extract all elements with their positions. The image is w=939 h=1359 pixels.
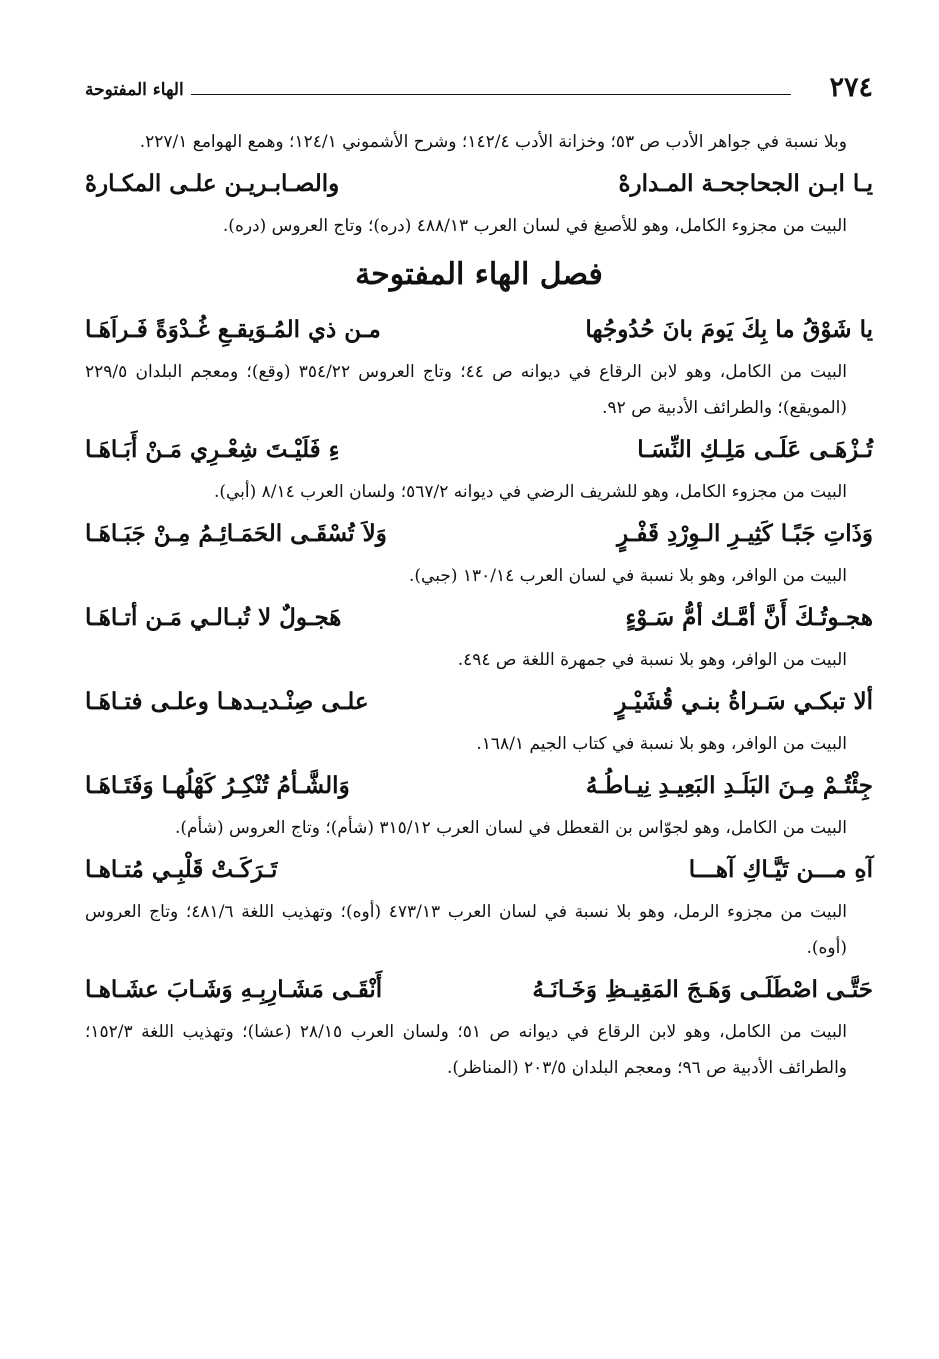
verse-note: البيت من مجزوء الرمل، وهو بلا نسبة في لسان العرب ٤٧٣/١٣ (أوه)؛ وتهذيب اللغة ٤٨١/٦؛ وتاج العروس (أوه).: [85, 902, 847, 958]
running-title: الهاء المفتوحة: [85, 80, 184, 100]
verse-line: [85, 160, 873, 208]
section-title: فصل الهاء المفتوحة: [355, 257, 603, 292]
verse-second-hemistich: أَنْقَـى مَشَـارِبِـهِ وَشَـابَ عشَـاهـا: [85, 976, 383, 1003]
verse-line: [85, 306, 873, 354]
verse-first-hemistich: جِئْتُـمْ مِـنَ البَلَـدِ البَعِيـدِ نِيـاطُـهُ: [585, 772, 873, 799]
verse-first-hemistich: يـا ابـن الجحاجحـة المـدارهْ: [618, 170, 873, 197]
page-header: [85, 70, 873, 106]
intro-footnote: وبلا نسبة في جواهر الأدب ص ٥٣؛ وخزانة الأدب ١٤٢/٤؛ وشرح الأشموني ١٢٤/١؛ وهمع الهوامع ٢٢٧/١.: [139, 132, 847, 152]
verse-first-hemistich: ألا تبكـي سَـراةُ بنـي قُشَيْـرٍ: [615, 688, 873, 715]
verse-first-hemistich: آهِ مـــن تَيَّـاكِ آهـــا: [688, 856, 873, 883]
verse-note: البيت من مجزوء الكامل، وهو للشريف الرضي في ديوانه ٥٦٧/٢؛ ولسان العرب ٨/١٤ (أبي).: [213, 482, 847, 502]
page-number: ٢٧٤: [829, 72, 873, 103]
verse-note: البيت من مجزوء الكامل، وهو للأصبغ في لسان العرب ٤٨٨/١٣ (دره)؛ وتاج العروس (دره).: [222, 216, 847, 236]
verse-first-hemistich: يا شَوْقُ ما بِكَ يَومَ بانَ حُدُوجُها: [585, 316, 873, 343]
verse-line: [85, 762, 873, 810]
verse-note: البيت من الكامل، وهو لابن الرقاع في ديوانه ص ٤٤؛ وتاج العروس ٣٥٤/٢٢ (وقع)؛ ومعجم البلدان ٢٢٩/٥ (المويقع)؛ والطرائف الأدبية ص ٩٢.: [85, 362, 848, 418]
verse-line: [85, 510, 873, 558]
verse-first-hemistich: تُـزْهَـى عَلَـى مَلِـكِ النِّسَـا: [637, 436, 873, 463]
verse-second-hemistich: وَلاَ تُسْقَـى الحَمَـائِـمُ مِـنْ جَبَـاهَـا: [85, 520, 387, 547]
verse-note: البيت من الوافر، وهو بلا نسبة في جمهرة اللغة ص ٤٩٤.: [457, 650, 847, 670]
verse-second-hemistich: علـى صِنْـديـدهـا وعلـى فتـاهَـا: [85, 688, 369, 715]
verse-line: [85, 678, 873, 726]
verse-line: [85, 846, 873, 894]
verse-note: البيت من الكامل، وهو لجوّاس بن القعطل في لسان العرب ٣١٥/١٢ (شأم)؛ وتاج العروس (شأم).: [174, 818, 847, 838]
verse-first-hemistich: حَتَّـى اصْطَلَـى وَهَـجَ المَقِيـظِ وَخَـانَـهُ: [532, 976, 873, 1003]
verse-second-hemistich: وَالشَّـأمُ تُنْكِـرُ كَهْلُهـا وَفَتَـاهَـا: [85, 772, 350, 799]
verse-first-hemistich: هجـوتُـكَ أَنَّ أمَّـك أمُّ سَـوْءٍ: [625, 604, 873, 631]
page-content: [85, 124, 873, 1086]
verse-first-hemistich: وَذَاتِ جَبًـا كَثِيـرِ الـوِرْدِ قَفْـرٍ: [616, 520, 873, 547]
verse-line: [85, 594, 873, 642]
verse-second-hemistich: هَجـولٌ لا تُبـالـي مَـن أتـاهَـا: [85, 604, 342, 631]
verse-line: [85, 426, 873, 474]
verse-note: البيت من الكامل، وهو لابن الرقاع في ديوانه ص ٥١؛ ولسان العرب ٢٨/١٥ (عشا)؛ وتهذيب اللغة ١٥٢/٣؛ والطرائف الأدبية ص ٩٦؛ ومعجم البلدان ٢٠٣/٥ (المناظر).: [85, 1022, 847, 1078]
verse-second-hemistich: والصـابـريـن علـى المكـارهْ: [85, 170, 340, 197]
header-rule: [191, 94, 791, 95]
verse-line: [85, 966, 873, 1014]
verse-note: البيت من الوافر، وهو بلا نسبة في كتاب الجيم ١٦٨/١.: [476, 734, 847, 754]
verse-note: البيت من الوافر، وهو بلا نسبة في لسان العرب ١٣٠/١٤ (جبي).: [409, 566, 847, 586]
verse-second-hemistich: تَـرَكَـتْ قَلْبِـي مُتـاهـا: [85, 856, 278, 883]
verse-second-hemistich: مـن ذي المُـوَيقـعِ غُـدْوَةً فَـراَهَـا: [85, 316, 381, 343]
verse-second-hemistich: ءِ فَلَيْـتَ شِعْـرِي مَـنْ أَبَـاهَـا: [85, 436, 340, 463]
